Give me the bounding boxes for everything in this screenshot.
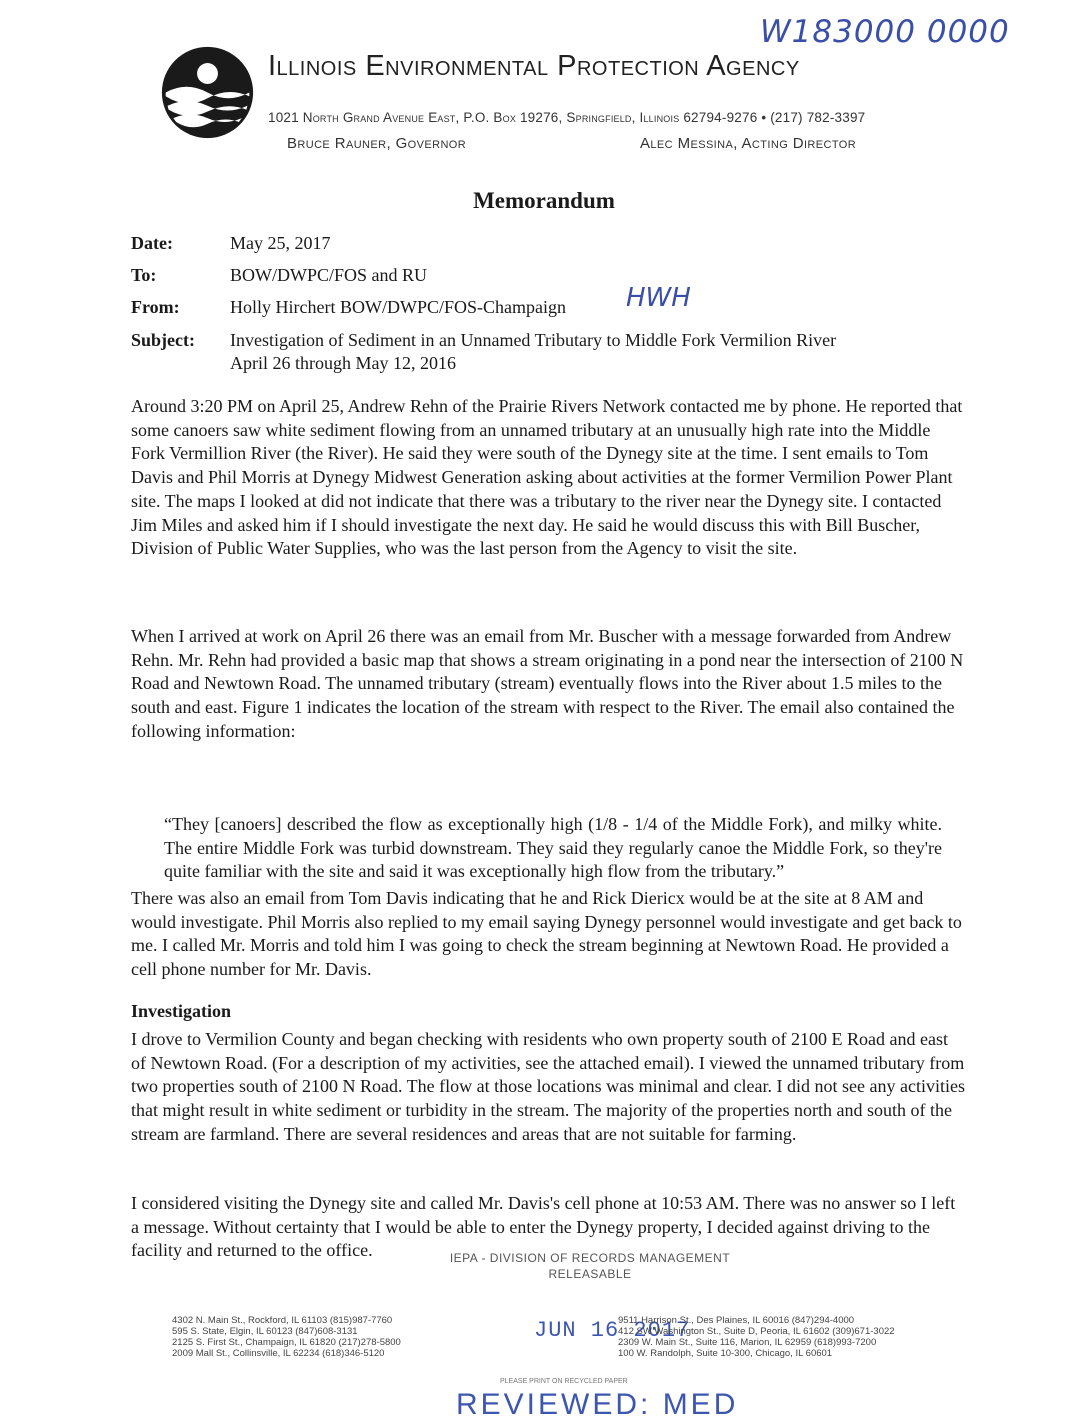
to-label: To:: [131, 265, 157, 285]
investigation-heading: Investigation: [131, 1001, 232, 1021]
footer-office: 100 W. Randolph, Suite 10-300, Chicago, IL 60601: [618, 1348, 833, 1359]
director-line: Alec Messina, Acting Director: [640, 135, 857, 152]
records-management-stamp: IEPA - DIVISION OF RECORDS MANAGEMENT: [449, 1251, 731, 1265]
governor-line: Bruce Rauner, Governor: [287, 135, 467, 152]
reviewed-stamp: REVIEWED: MED: [456, 1388, 739, 1421]
footer-offices-left: [172, 1315, 401, 1359]
agency-name: Illinois Environmental Protection Agency: [268, 50, 800, 82]
releasable-stamp: RELEASABLE: [548, 1267, 632, 1281]
recycled-paper-note: PLEASE PRINT ON RECYCLED PAPER: [500, 1378, 628, 1385]
footer-office: 595 S. State, Elgin, IL 60123 (847)608-3131: [172, 1326, 358, 1337]
footer-office: 412 SW Washington St., Suite D, Peoria, IL 61602 (309)671-3022: [618, 1326, 895, 1337]
footer-office: 2009 Mall St., Collinsville, IL 62234 (618)346-5120: [172, 1348, 385, 1359]
subject-label: Subject:: [131, 330, 195, 350]
body-paragraph-2: When I arrived at work on April 26 there was an email from Mr. Buscher with a message forwarded from Andrew Rehn. Mr. Rehn had provided a basic map that shows a stream originating in a pond near the intersection of 2100 N Road and Newtown Road. The unnamed tributary (stream) eventually flows into the River about 1.5 miles to the south and east. Figure 1 indicates the location of the stream with respect to the River. The email also contained the following information:: [131, 626, 964, 741]
footer-office: 9511 Harrison St., Des Plaines, IL 60016 (847)294-4000: [618, 1315, 855, 1326]
handwritten-initials: HWH: [626, 283, 691, 313]
agency-address: 1021 North Grand Avenue East, P.O. Box 19276, Springfield, Illinois 62794-9276 • (217) 782-3397: [268, 110, 866, 125]
footer-offices-right: [618, 1315, 895, 1359]
footer-office: 2125 S. First St., Champaign, IL 61820 (217)278-5800: [172, 1337, 401, 1348]
body-paragraph-5: I considered visiting the Dynegy site and called Mr. Davis's cell phone at 10:53 AM. There was no answer so I left a message. Without certainty that I would be able to enter the Dynegy property, I decided against driving to the facility and returned to the office.: [131, 1193, 956, 1261]
footer-office: 4302 N. Main St., Rockford, IL 61103 (815)987-7760: [172, 1315, 393, 1326]
document-id-handwritten: W183000 0000: [760, 14, 1010, 50]
date-label: Date:: [131, 233, 173, 253]
from-value: Holly Hirchert BOW/DWPC/FOS-Champaign: [230, 297, 566, 317]
to-value: BOW/DWPC/FOS and RU: [230, 265, 428, 285]
memo-title: Memorandum: [473, 188, 615, 213]
date-value: May 25, 2017: [230, 233, 331, 253]
body-paragraph-3: There was also an email from Tom Davis indicating that he and Rick Diericx would be at the site at 8 AM and would investigate. Phil Morris also replied to my email saying Dynegy personnel would investigate and get back to me. I called Mr. Morris and told him I was going to check the stream beginning at Newtown Road. He provided a cell phone number for Mr. Davis.: [131, 888, 962, 980]
body-paragraph-1: Around 3:20 PM on April 25, Andrew Rehn of the Prairie Rivers Network contacted me by phone. He reported that some canoers saw white sediment flowing from an unnamed tributary at an unusually high rate into the Middle Fork Vermillion River (the River). He said they were south of the Dynegy site at the time. I sent emails to Tom Davis and Phil Morris at Dynegy Midwest Generation asking about activities at the former Vermilion Power Plant site. The maps I looked at did not indicate that there was a tributary to the river near the Dynegy site. I contacted Jim Miles and asked him if I should investigate the next day. He said he would discuss this with Bill Buscher, Division of Public Water Supplies, who was the last person from the Agency to visit the site.: [131, 396, 963, 559]
quoted-email: “They [canoers] described the flow as exceptionally high (1/8 - 1/4 of the Middle Fork), and milky white. The entire Middle Fork was turbid downstream. They said they regularly canoe the Middle Fork, so they're quite familiar with the site and said it was exceptionally high flow from the tributary.”: [164, 814, 942, 882]
from-label: From:: [131, 297, 180, 317]
subject-line-1: Investigation of Sediment in an Unnamed Tributary to Middle Fork Vermilion River: [230, 330, 837, 350]
received-date-stamp: JUN 16 2017: [534, 1318, 691, 1343]
body-paragraph-4: I drove to Vermilion County and began checking with residents who own property south of 2100 E Road and east of Newtown Road. (For a description of my activities, see the attached email). I viewed the unnamed tributary from two properties south of 2100 N Road. The flow at those locations was minimal and clear. I did not see any activities that might result in white sediment or turbidity in the stream. The majority of the properties north and south of the stream are farmland. There are several residences and areas that are not suitable for farming.: [131, 1029, 965, 1144]
iepa-logo-icon: [160, 45, 255, 140]
subject-line-2: April 26 through May 12, 2016: [230, 353, 456, 373]
footer-office: 2309 W. Main St., Suite 116, Marion, IL 62959 (618)993-7200: [618, 1337, 877, 1348]
subject-value: [230, 329, 1070, 375]
